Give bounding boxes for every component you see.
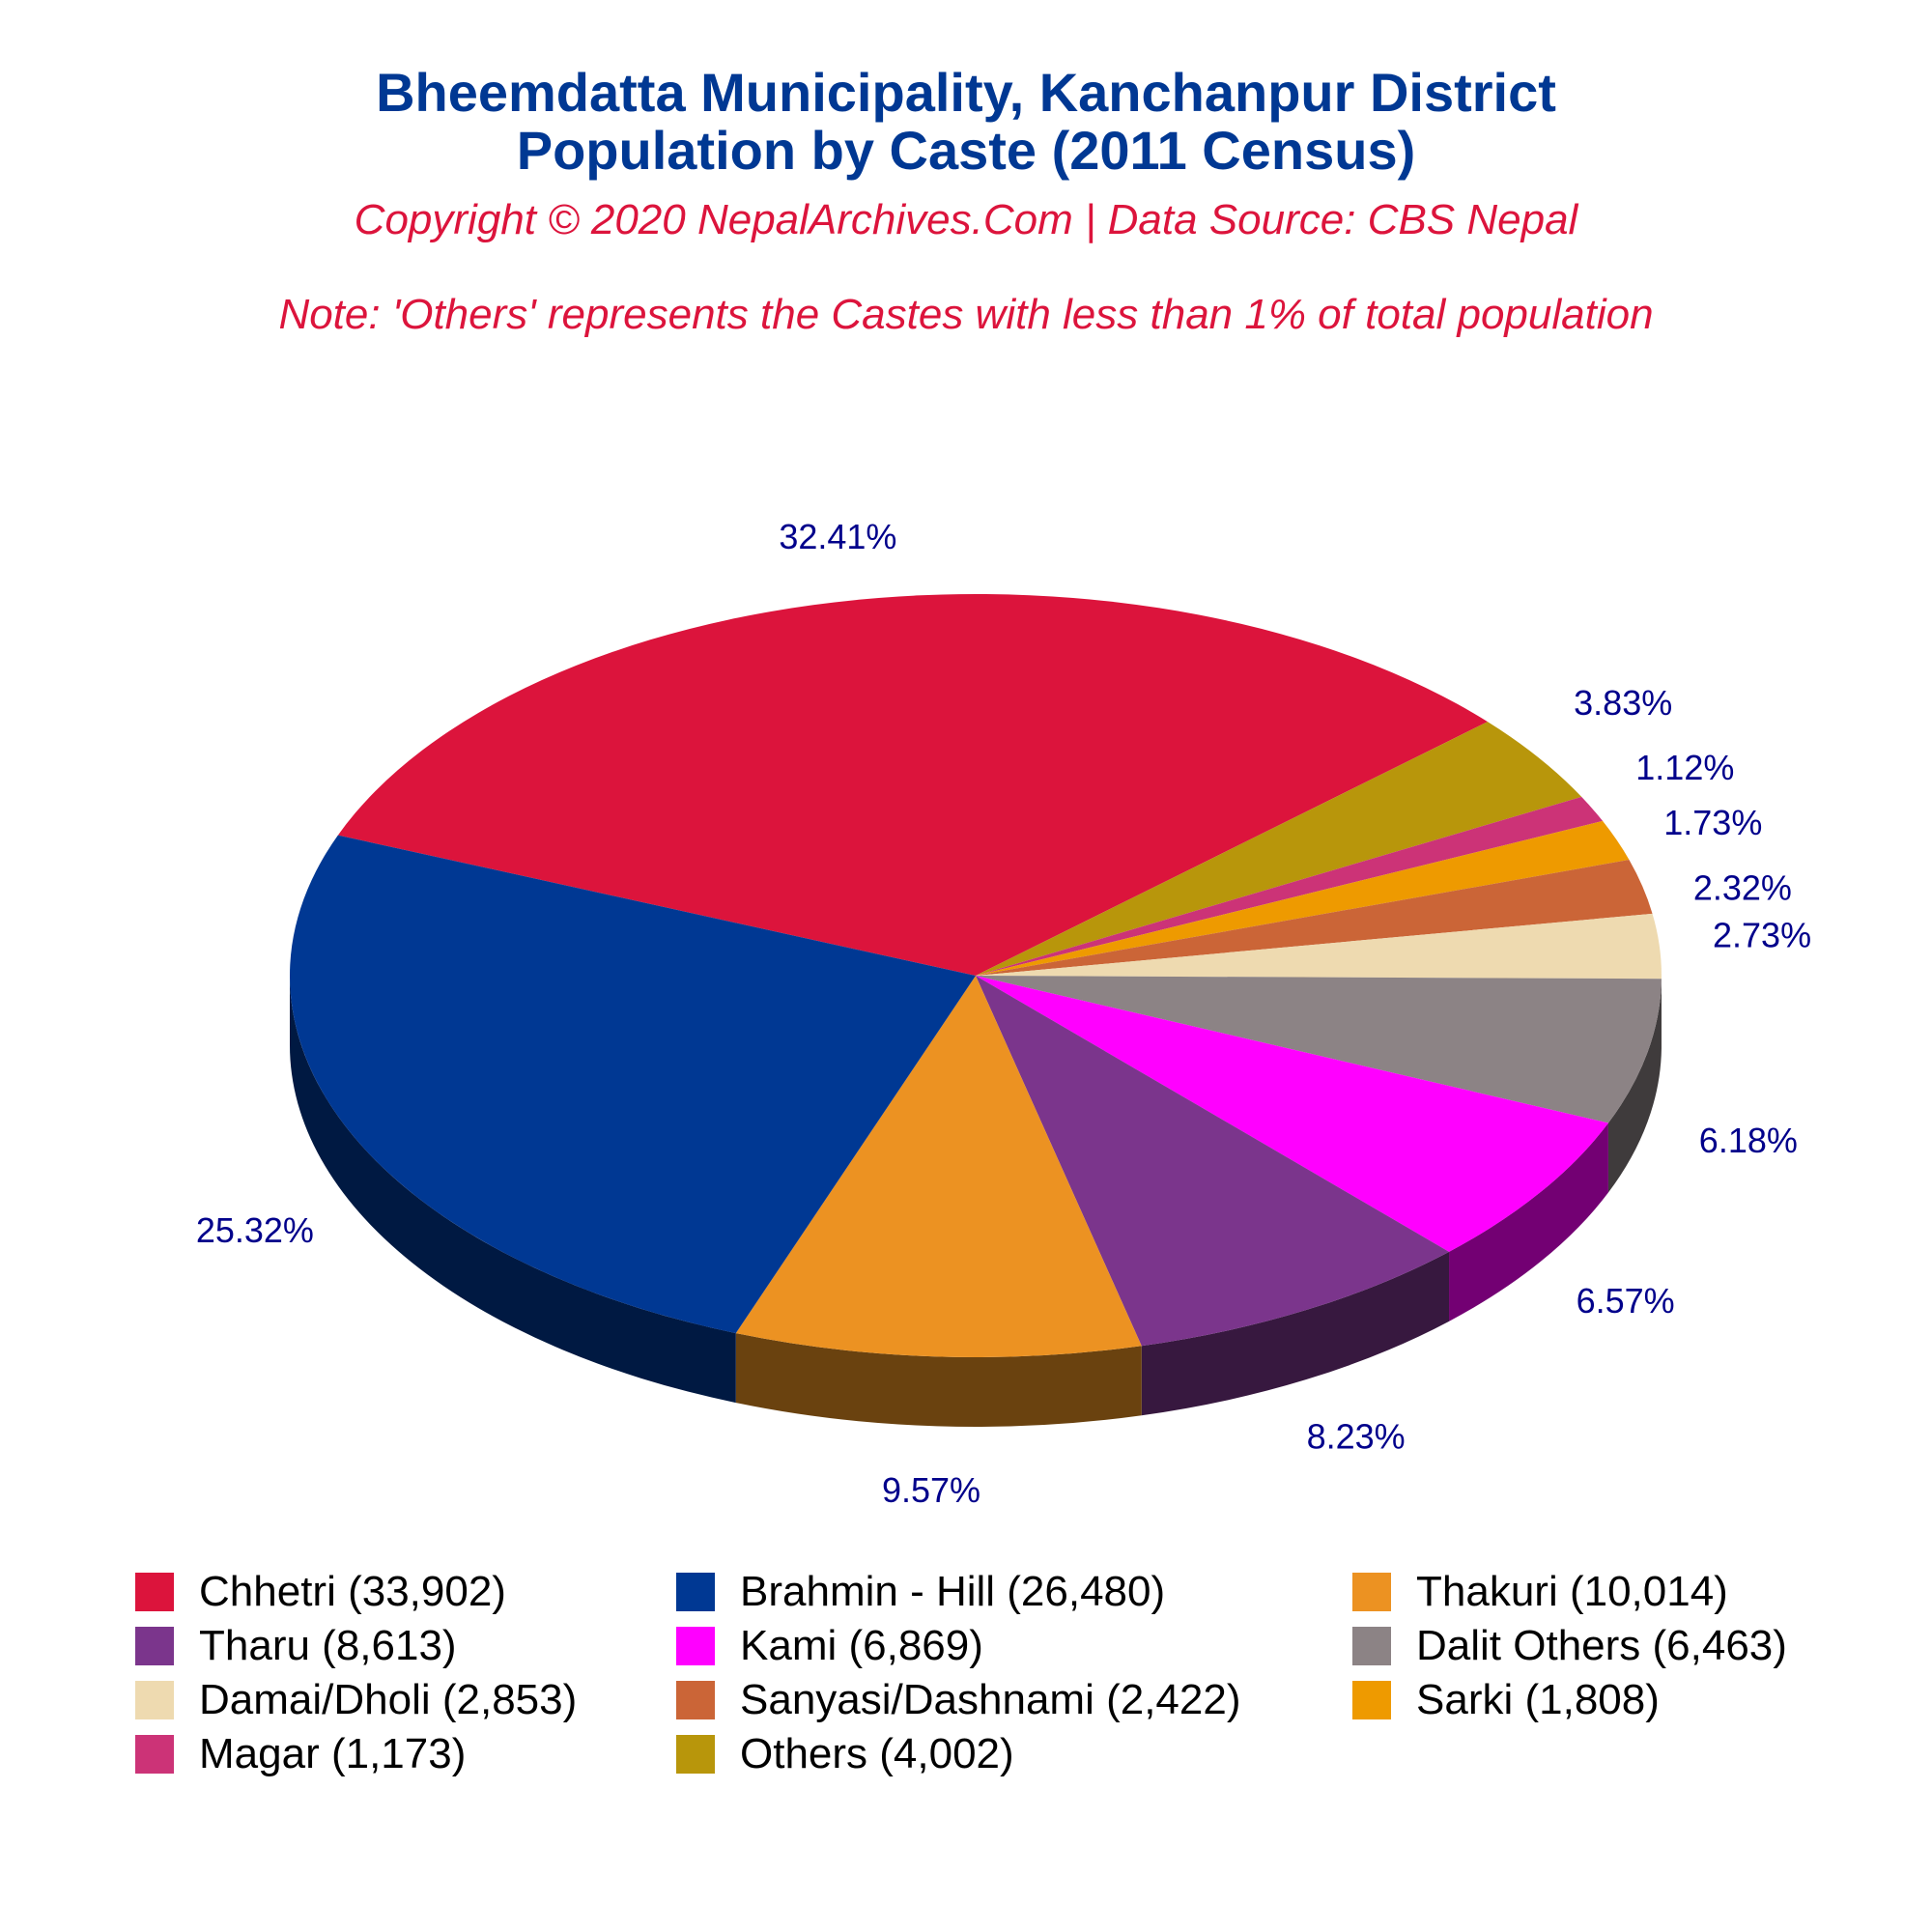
legend-label: Chhetri (33,902)	[199, 1568, 506, 1615]
legend-label: Damai/Dholi (2,853)	[199, 1676, 578, 1723]
legend-swatch	[676, 1627, 715, 1665]
legend-swatch	[676, 1681, 715, 1719]
pie-label-tharu: 8.23%	[1306, 1416, 1406, 1457]
pie-label-sanyasi-dashnami: 2.32%	[1692, 867, 1792, 908]
legend-item	[135, 1727, 466, 1781]
note-text: Note: 'Others' represents the Castes with less than 1% of total population	[278, 291, 1654, 338]
legend-item	[676, 1619, 983, 1673]
legend-label: Sarki (1,808)	[1416, 1676, 1660, 1723]
legend-item	[135, 1673, 577, 1727]
pie-label-kami: 6.57%	[1576, 1281, 1675, 1321]
pie-label-chhetri: 32.41%	[779, 517, 897, 557]
chart-title: Bheemdatta Municipality, Kanchanpur District	[376, 62, 1556, 123]
legend-item	[676, 1727, 1014, 1781]
legend-swatch	[676, 1735, 715, 1774]
legend-swatch	[1352, 1681, 1391, 1719]
pie-label-dalit-others: 6.18%	[1698, 1120, 1798, 1160]
chart-subtitle: Population by Caste (2011 Census)	[516, 120, 1416, 181]
copyright-text: Copyright © 2020 NepalArchives.Com | Data Source: CBS Nepal	[354, 196, 1578, 243]
legend-swatch	[1352, 1573, 1391, 1611]
legend-label: Tharu (8,613)	[199, 1622, 457, 1669]
legend-label: Others (4,002)	[740, 1730, 1014, 1777]
legend-swatch	[135, 1735, 174, 1774]
legend-item	[676, 1565, 1165, 1619]
pie-label-damai-dholi: 2.73%	[1713, 915, 1812, 955]
legend-item	[676, 1673, 1240, 1727]
legend-swatch	[135, 1681, 174, 1719]
legend-swatch	[1352, 1627, 1391, 1665]
legend-label: Sanyasi/Dashnami (2,422)	[740, 1676, 1241, 1723]
legend-item	[135, 1619, 457, 1673]
legend-label: Magar (1,173)	[199, 1730, 467, 1777]
legend-swatch	[676, 1573, 715, 1611]
pie-label-thakuri: 9.57%	[881, 1470, 981, 1511]
legend-item	[135, 1565, 506, 1619]
legend-swatch	[135, 1627, 174, 1665]
legend-item	[1352, 1619, 1787, 1673]
pie-label-magar: 1.12%	[1635, 747, 1735, 787]
legend-label: Thakuri (10,014)	[1416, 1568, 1728, 1615]
pie-label-brahmin-hill: 25.32%	[195, 1210, 314, 1251]
legend-item	[1352, 1565, 1728, 1619]
pie-label-others: 3.83%	[1574, 683, 1673, 724]
legend-label: Kami (6,869)	[740, 1622, 983, 1669]
legend-item	[1352, 1673, 1660, 1727]
legend-label: Dalit Others (6,463)	[1416, 1622, 1787, 1669]
pie-label-sarki: 1.73%	[1663, 803, 1763, 843]
legend-label: Brahmin - Hill (26,480)	[740, 1568, 1166, 1615]
pie-top-faces	[290, 594, 1662, 1357]
legend-swatch	[135, 1573, 174, 1611]
